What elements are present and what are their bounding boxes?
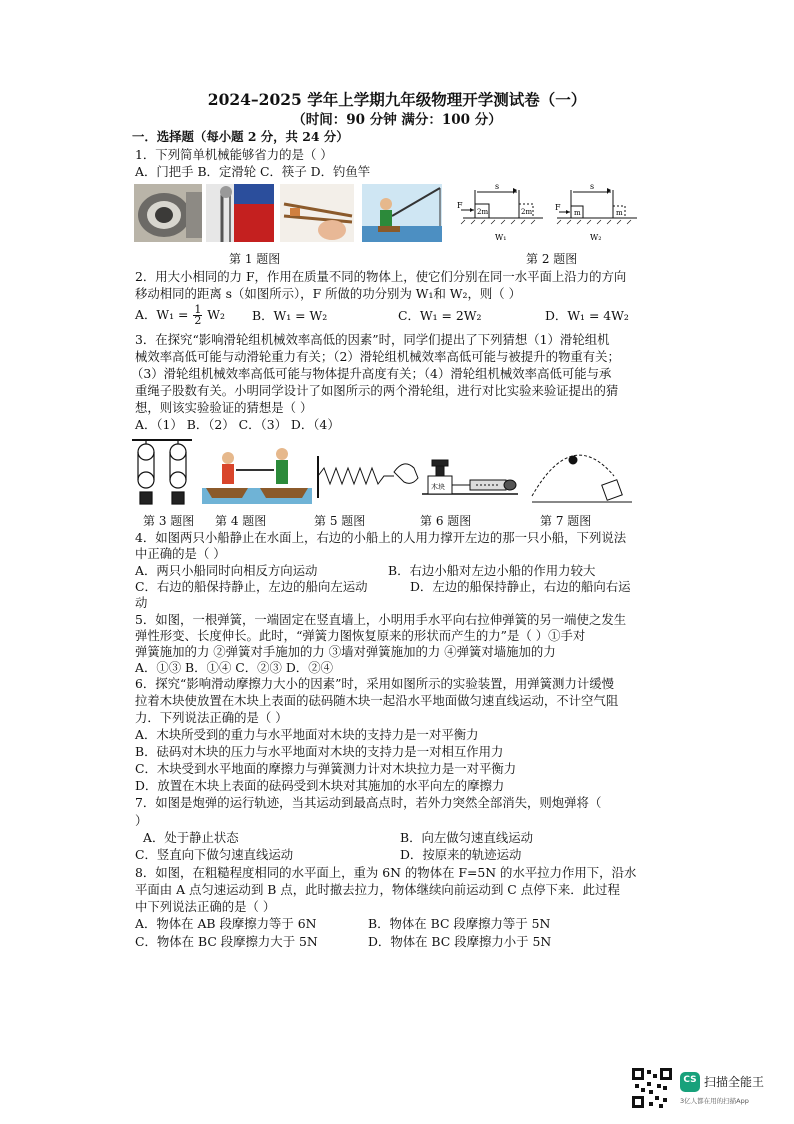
q6-line1: 6．探究“影响滑动摩擦力大小的因素”时，采用如图所示的实验装置，用弹簧测力计缓慢 [135,676,615,691]
boats-figure [202,448,312,504]
exam-subtitle: （时间：90 分钟 满分：100 分） [292,112,502,128]
q6-option-d: D．放置在木块上表面的砝码受到木块对其施加的水平向左的摩擦力 [135,778,505,793]
q2-fig-w2: W₂ [590,233,602,242]
q8-line2: 平面由 A 点匀速运动到 B 点，此时撤去拉力，物体继续向前运动到 C 点停下来．此过程 [135,882,620,897]
q8-option-d: D．物体在 BC 段摩擦力小于 5N [368,934,552,949]
q7-figure-caption: 第 7 题图 [540,514,592,528]
q3-options: A．（1） B．（2） C．（3） D．（4） [135,417,340,432]
q1-stem: 1．下列简单机械能够省力的是（ ） [135,147,333,162]
q5-line3: 弹簧施加的力 ②弹簧对手施加的力 ③墙对弹簧施加的力 ④弹簧对墙施加的力 [135,644,556,659]
q1-options: A．门把手 B．定滑轮 C．筷子 D．钓鱼竿 [135,164,371,179]
q8-option-c: C．物体在 BC 段摩擦力大于 5N [135,934,318,949]
q2-line1: 2．用大小相同的力 F，作用在质量不同的物体上，使它们分别在同一水平面上沿力的方向 [135,269,627,284]
q2-fig-force-right: F [555,203,561,212]
q3-line3: （3）滑轮组机械效率高低可能与物体提升高度有关；（4）滑轮组机械效率高低可能与承 [131,366,612,381]
q2-fig-force-left: F [457,201,463,210]
q7-line2: ） [135,813,148,828]
q2-fig-mass-left-end: 2m [521,208,533,216]
pulley-system-figure [132,440,192,504]
q2-fig-mass-right: m [574,209,581,217]
section-heading: 一．选择题（每小题 2 分，共 24 分） [132,129,349,144]
exam-title: 2024–2025 学年上学期九年级物理开学测试卷（一） [207,90,587,109]
q5-options: A．①③ B．①④ C．②③ D．②④ [135,660,333,675]
q6-option-a: A．木块所受到的重力与水平地面对木块的支持力是一对平衡力 [135,727,479,742]
q5-line1: 5．如图，一根弹簧，一端固定在竖直墙上，小明用手水平向右拉伸弹簧的另一端使之发生 [135,612,627,627]
q7-line1: 7．如图是炮弹的运行轨迹，当其运动到最高点时，若外力突然全部消失，则炮弹将（ [135,795,602,810]
q6-option-b: B．砝码对木块的压力与水平地面对木块的支持力是一对相互作用力 [135,744,504,759]
q2-line2: 移动相同的距离 s（如图所示），F 所做的功分别为 W₁和 W₂，则（ ） [135,286,522,301]
q4-figure-caption: 第 4 题图 [215,514,267,528]
q3-line2: 械效率高低可能与动滑轮重力有关；（2）滑轮组机械效率高低可能与被提升的物重有关； [135,349,620,364]
camscanner-brand: 扫描全能王 [704,1075,765,1089]
q2-figure-caption: 第 2 题图 [526,252,578,266]
q7-option-c: C．竖直向下做匀速直线运动 [135,847,294,862]
q6-figure-caption: 第 6 题图 [420,514,472,528]
q6-option-c: C．木块受到水平地面的摩擦力与弹簧测力计对木块拉力是一对平衡力 [135,761,517,776]
q4-line1: 4．如图两只小船静止在水面上，右边的小船上的人用力撑开左边的那一只小船，下列说法 [135,530,627,545]
q4-option-b: B．右边小船对左边小船的作用力较大 [388,563,596,578]
fraction-denominator: 2 [194,314,202,327]
fraction-numerator: 1 [194,303,202,316]
block-label: 木块 [431,483,445,491]
q7-option-a: A．处于静止状态 [143,830,239,845]
q2-fig-mass-right-end: m [616,209,623,217]
fixed-pulley-image [206,184,274,242]
q2-fig-s-right: s [590,182,595,191]
camscanner-logo-text: CS [683,1075,697,1085]
q8-option-a: A．物体在 AB 段摩擦力等于 6N [135,916,317,931]
q1-figure [134,182,444,246]
q2-option-a [135,305,225,326]
q4-line2: 中正确的是（ ） [135,546,226,561]
q2-option-d: D．W₁ = 4W₂ [545,308,629,323]
q4-option-c: C．右边的船保持静止，左边的船向左运动 [135,579,368,594]
figures-row [132,436,642,510]
chopsticks-image [280,184,354,242]
q8-line1: 8．如图，在粗糙程度相同的水平面上，重为 6N 的物体在 F=5N 的水平拉力作用下，沿水 [135,865,637,880]
camscanner-tagline: 3亿人都在用的扫描App [680,1097,749,1105]
scanner-watermark [632,1068,782,1112]
q2-option-c: C．W₁ = 2W₂ [398,308,482,323]
q5-figure-caption: 第 5 题图 [314,514,366,528]
q4-option-a: A．两只小船同时向相反方向运动 [135,563,318,578]
fishing-rod-image [362,184,442,242]
q2-option-a-prefix: A．W₁ = [135,307,189,322]
q7-option-b: B．向左做匀速直线运动 [400,830,534,845]
q2-figure [455,180,645,248]
q2-fig-w1: W₁ [495,233,507,242]
q6-line2: 拉着木块使放置在木块上表面的砝码随木块一起沿水平地面做匀速直线运动，不计空气阻 [135,693,619,708]
q2-fig-mass-left: 2m [477,208,489,216]
fraction [193,305,202,326]
q8-option-b: B．物体在 BC 段摩擦力等于 5N [368,916,551,931]
projectile-trajectory-figure [532,455,632,502]
q3-figure-caption: 第 3 题图 [143,514,195,528]
q2-option-b: B．W₁ = W₂ [252,308,328,323]
door-handle-image [134,184,202,242]
q4-option-d: D．左边的船保持静止，右边的船向右运 [410,579,631,594]
q8-line3: 中下列说法正确的是（ ） [135,899,276,914]
q6-line3: 力．下列说法正确的是（ ） [135,710,288,725]
q5-line2: 弹性形变、长度伸长。此时，“弹簧力图恢复原来的形状而产生的力”是（ ）①手对 [135,628,586,643]
q1-figure-caption: 第 1 题图 [229,252,281,266]
q2-option-a-suffix: W₂ [207,307,225,322]
q3-line5: 想，则该实验验证的猜想是（ ） [135,400,313,415]
q3-line4: 重绳子股数有关。小明同学设计了如图所示的两个滑轮组，进行对比实验来验证提出的猜 [135,383,619,398]
q2-fig-s-left: s [495,182,500,191]
q3-line1: 3．在探究“影响滑轮组机械效率高低的因素”时，同学们提出了下列猜想（1）滑轮组机 [135,332,610,347]
q4-option-d-cont: 动 [135,595,148,610]
spring-figure [318,456,418,498]
q7-option-d: D．按原来的轨迹运动 [400,847,522,862]
